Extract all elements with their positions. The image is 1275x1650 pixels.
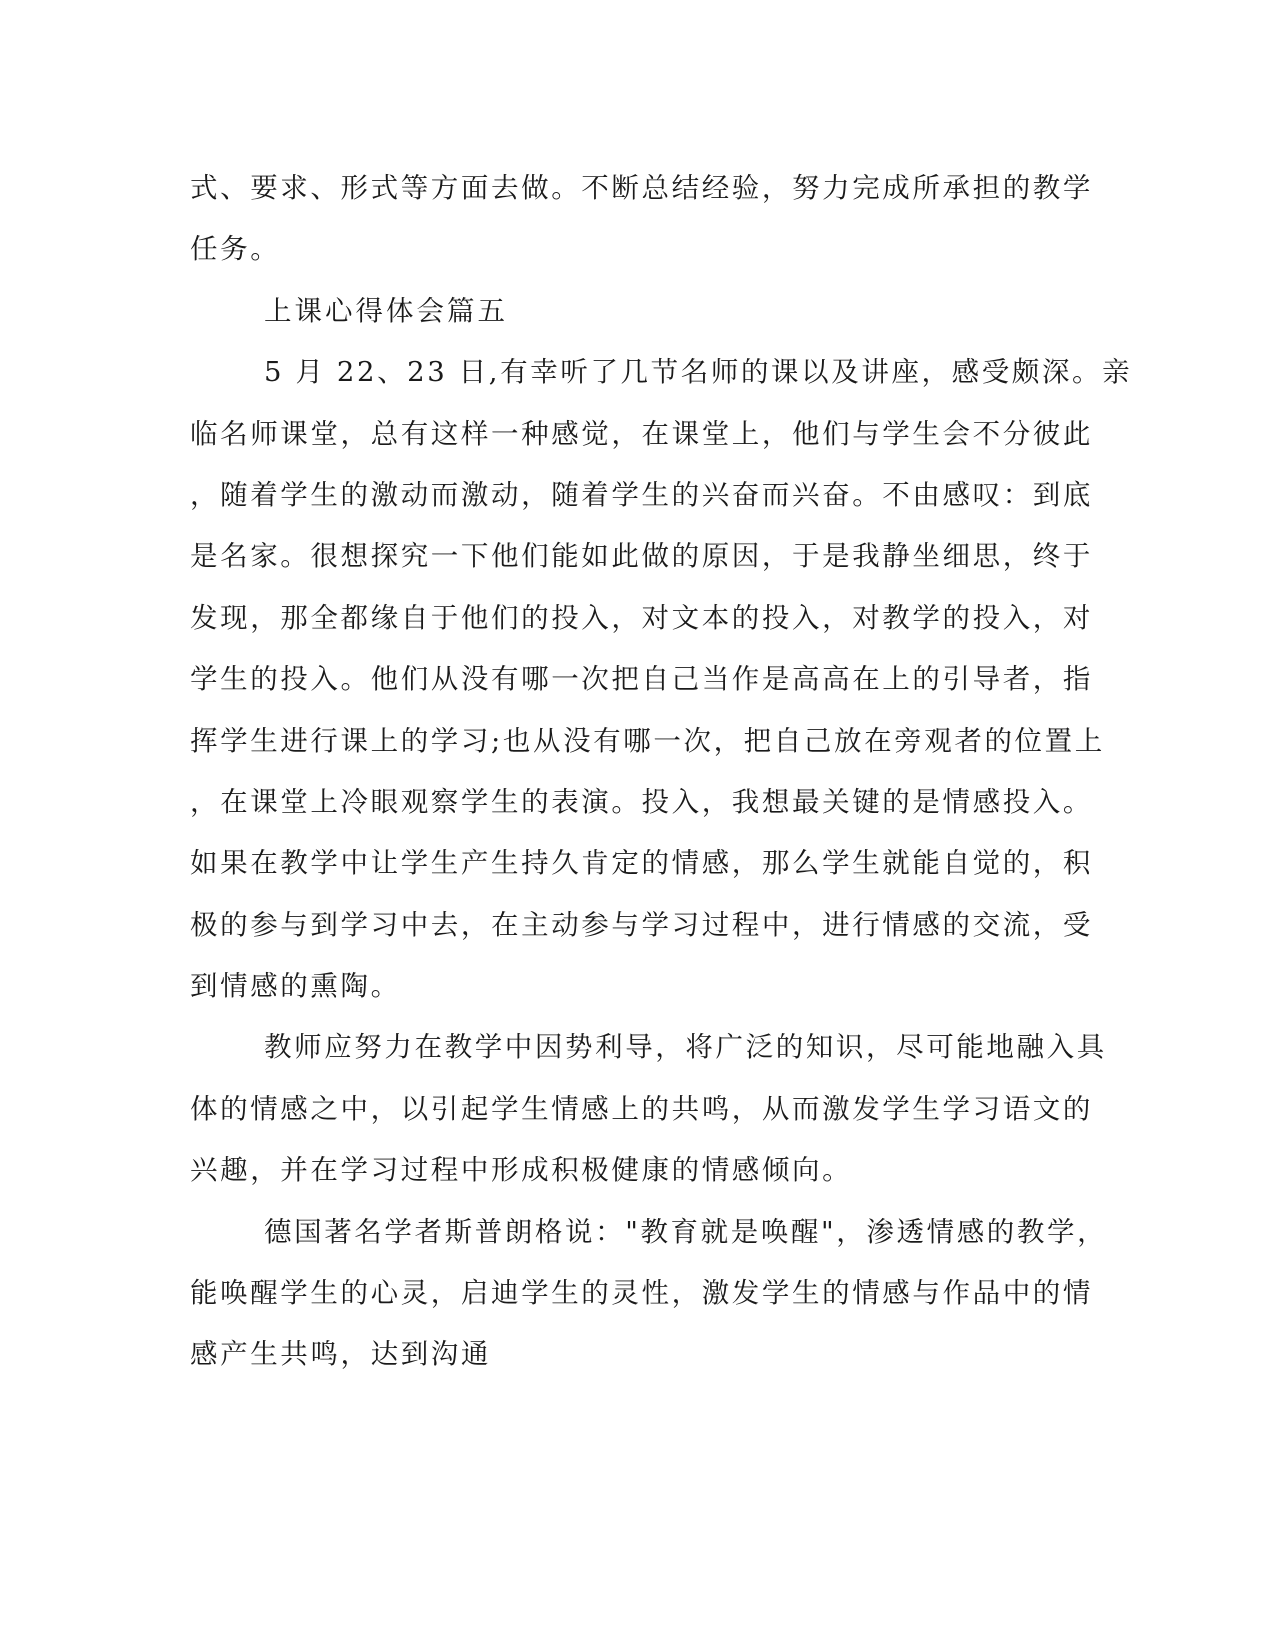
text-line: 5 月 22、23 日,有幸听了几节名师的课以及讲座，感受颇深。亲 — [264, 356, 1133, 389]
text-line: 式、要求、形式等方面去做。不断总结经验，努力完成所承担的教学 — [190, 172, 1093, 204]
text-line: 任务。 — [190, 233, 281, 266]
text-line: 兴趣，并在学习过程中形成积极健康的情感倾向。 — [190, 1154, 853, 1187]
section-heading: 上课心得体会篇五 — [264, 294, 508, 327]
text-line: ，在课堂上冷眼观察学生的表演。投入，我想最关键的是情感投入。 — [190, 785, 1093, 818]
text-line: 是名家。很想探究一下他们能如此做的原因，于是我静坐细思，终于 — [190, 540, 1093, 573]
text-line: 发现，那全都缘自于他们的投入，对文本的投入，对教学的投入，对 — [190, 601, 1093, 634]
text-line: 如果在教学中让学生产生持久肯定的情感，那么学生就能自觉的，积 — [190, 847, 1093, 880]
text-line: 挥学生进行课上的学习;也从没有哪一次，把自己放在旁观者的位置上 — [190, 724, 1105, 757]
text-line: 感产生共鸣，达到沟通 — [190, 1338, 491, 1371]
text-line: 到情感的熏陶。 — [190, 970, 401, 1003]
text-line: 极的参与到学习中去，在主动参与学习过程中，进行情感的交流，受 — [190, 908, 1093, 941]
document-body — [190, 158, 1133, 1386]
text-line: 临名师课堂，总有这样一种感觉，在课堂上，他们与学生会不分彼此 — [190, 417, 1093, 450]
text-line: 能唤醒学生的心灵，启迪学生的灵性，激发学生的情感与作品中的情 — [190, 1277, 1093, 1310]
text-line: 德国著名学者斯普朗格说："教育就是唤醒"，渗透情感的教学， — [264, 1215, 1108, 1248]
text-line: 学生的投入。他们从没有哪一次把自己当作是高高在上的引导者，指 — [190, 663, 1093, 696]
text-line: 体的情感之中，以引起学生情感上的共鸣，从而激发学生学习语文的 — [190, 1092, 1093, 1125]
text-line: ，随着学生的激动而激动，随着学生的兴奋而兴奋。不由感叹：到底 — [190, 478, 1093, 511]
text-line: 教师应努力在教学中因势利导，将广泛的知识，尽可能地融入具 — [264, 1031, 1107, 1064]
